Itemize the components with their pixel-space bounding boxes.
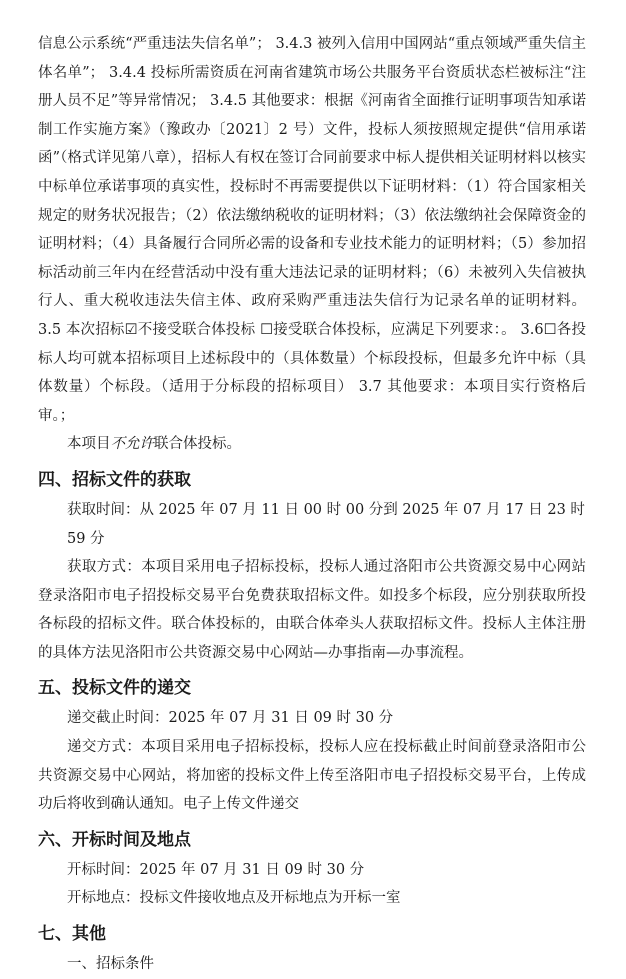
opening-time: 开标时间：2025 年 07 月 31 日 09 时 30 分 bbox=[67, 861, 365, 878]
section-4-heading: 四、招标文件的获取 bbox=[38, 469, 191, 490]
opening-place: 开标地点：投标文件接收地点及开标地点为开标一室 bbox=[67, 890, 401, 907]
section-6-heading: 六、开标时间及地点 bbox=[38, 829, 191, 850]
consortium-not-allowed: 不允许 bbox=[110, 436, 154, 453]
section-5-heading: 五、投标文件的递交 bbox=[38, 678, 191, 699]
qualification-requirements-paragraph: 信息公示系统“严重违法失信名单”； 3.4.3 被列入信用中国网站“重点领域严重失信主体名单”； 3.4.4 投标所需资质在河南省建筑市场公共服务平台资质状态栏被标注“注册人员不足”等异常情况； 3.4.5 其他要求：根据《河南省全面推行证明事项告知承诺制工作实施方案》（豫政办〔2021〕2 号）文件，投标人须按照规定提供“信用承诺函”（格式详见第八章），招标人有权在签订合同前要求中标人提供相关证明材料以核实中标单位承诺事项的真实性，投标时不再需要提供以下证明材料：（1）符合国家相关规定的财务状况报告；（2）依法缴纳税收的证明材料；（3）依法缴纳社会保障资金的证明材料；（4）具备履行合同所必需的设备和专业技术能力的证明材料；（5）参加招标活动前三年内在经营活动中没有重大违法记录的证明材料；（6）未被列入失信被执行人、重大税收违法失信主体、政府采购严重违法失信行为记录名单的证明材料。 3.5 本次招标☑不接受联合体投标 ☐接受联合体投标，应满足下列要求：。 3.6☐各投标人均可就本招标项目上述标段中的（具体数量）个标段投标，但最多允许中标（具体数量）个标段。（适用于分标段的招标项目） 3.7 其他要求：本项目实行资格后审。； bbox=[38, 36, 586, 424]
doc-acquisition-method: 获取方式：本项目采用电子招标投标，投标人通过洛阳市公共资源交易中心网站登录洛阳市电子招投标交易平台免费获取招标文件。如投多个标段，应分别获取所投各标段的招标文件。联合体投标的，由联合体牵头人获取招标文件。投标人主体注册的具体方法见洛阳市公共资源交易中心网站—办事指南—办事流程。 bbox=[38, 559, 586, 661]
submission-deadline: 递交截止时间：2025 年 07 月 31 日 09 时 30 分 bbox=[67, 710, 394, 727]
submission-method: 递交方式：本项目采用电子招标投标，投标人应在投标截止时间前登录洛阳市公共资源交易中心网站，将加密的投标文件上传至洛阳市电子招投标交易平台，上传成功后将收到确认通知。电子上传文件递交 bbox=[38, 739, 586, 813]
other-item-1: 一、招标条件 bbox=[67, 956, 154, 973]
doc-acquisition-time: 获取时间：从 2025 年 07 月 11 日 00 时 00 分到 2025 年 07 月 17 日 23 时 59 分 bbox=[67, 501, 585, 547]
consortium-prefix: 本项目 bbox=[67, 436, 111, 453]
consortium-suffix: 联合体投标。 bbox=[154, 436, 241, 453]
consortium-statement bbox=[38, 430, 586, 459]
section-7-heading: 七、其他 bbox=[38, 924, 106, 945]
